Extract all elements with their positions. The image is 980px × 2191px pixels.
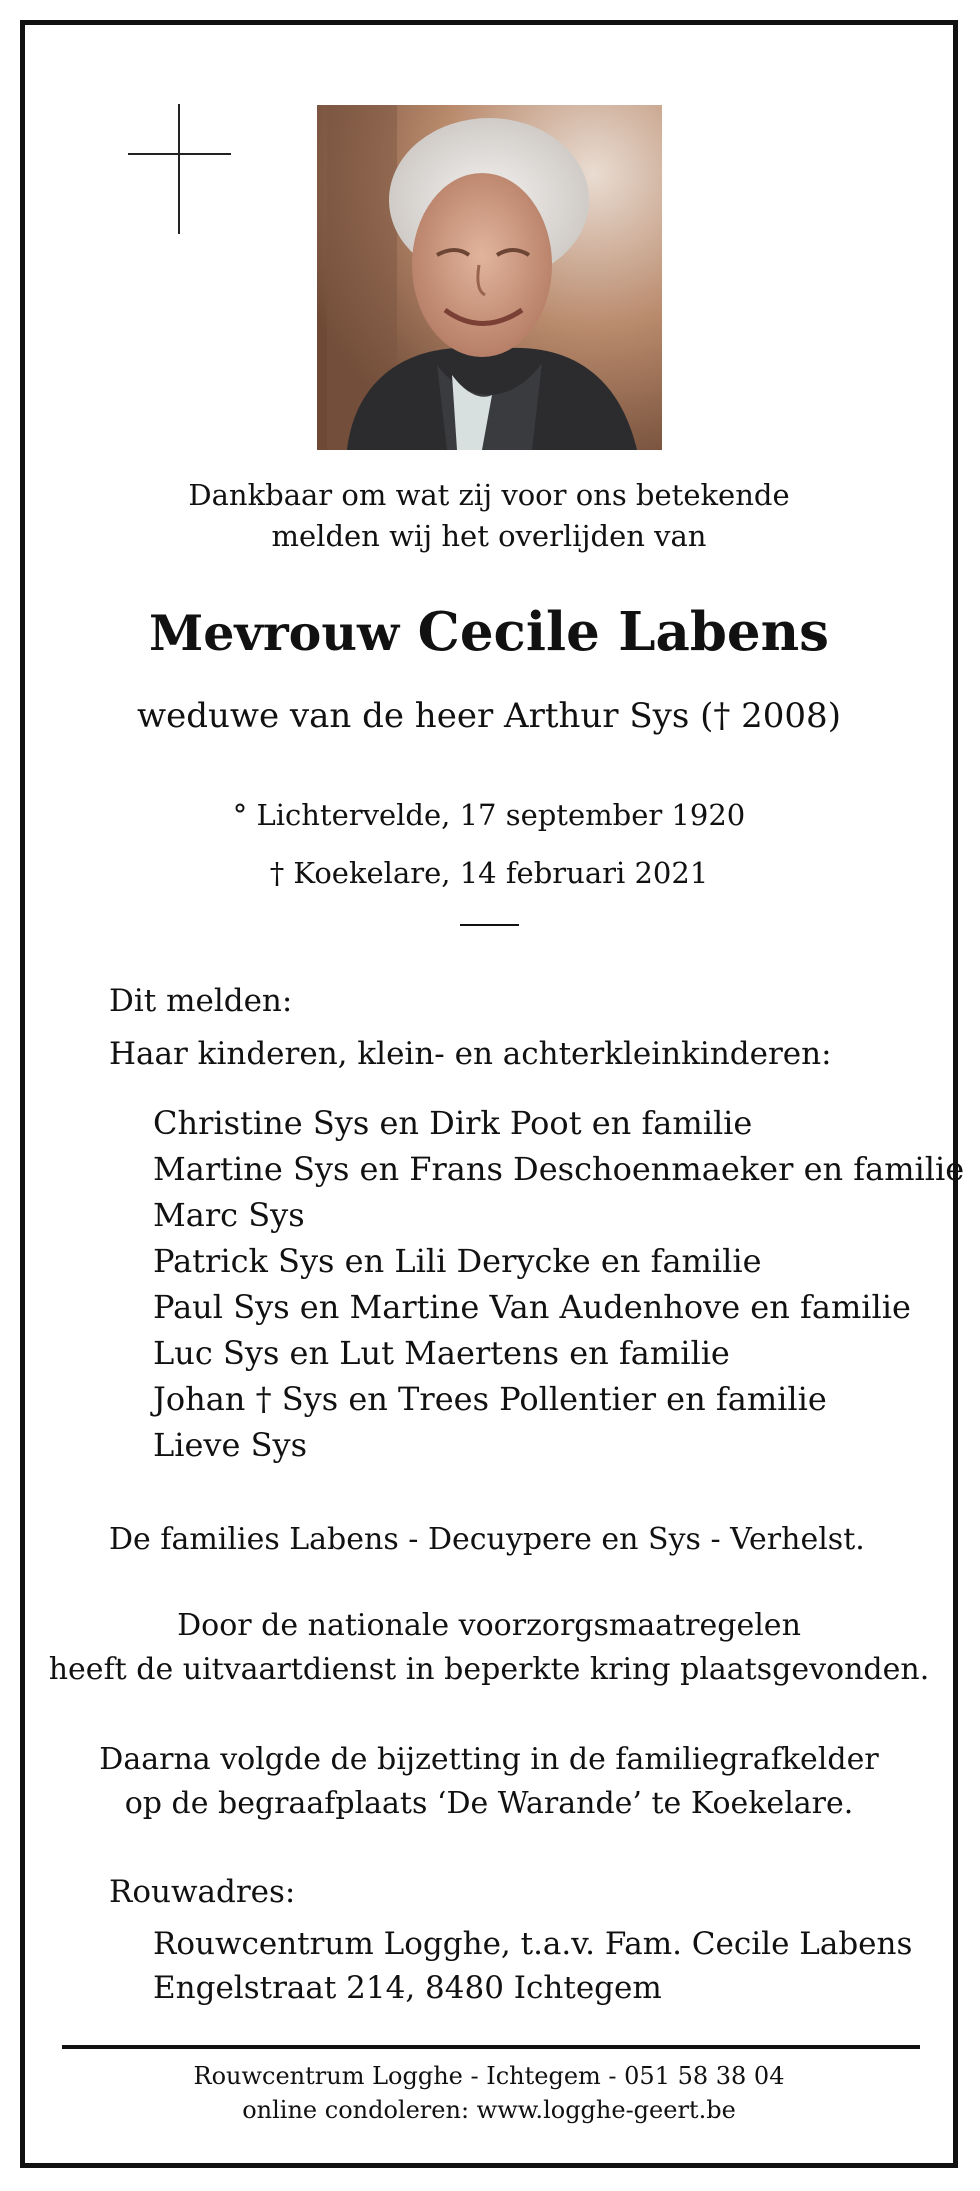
burial-line-1: Daarna volgde de bijzetting in de familiegrafkelder — [99, 1742, 879, 1777]
service-line-1: Door de nationale voorzorgsmaatregelen — [177, 1608, 801, 1643]
list-item: Christine Sys en Dirk Poot en familie — [153, 1104, 753, 1142]
widow-line: weduwe van de heer Arthur Sys († 2008) — [137, 696, 841, 736]
intro-text — [25, 475, 953, 557]
birth-line: ° Lichtervelde, 17 september 1920 — [232, 798, 746, 832]
service-line-2: heeft de uitvaartdienst in beperkte kring plaatsgevonden. — [48, 1652, 930, 1687]
address-line-1: Rouwcentrum Logghe, t.a.v. Fam. Cecile Labens — [153, 1926, 913, 1962]
announcers-label: Dit melden: — [109, 983, 293, 1019]
address-line-2: Engelstraat 214, 8480 Ichtegem — [153, 1970, 662, 2006]
list-item: Martine Sys en Frans Deschoenmaeker en familie — [153, 1150, 965, 1188]
burial-notice — [25, 1738, 953, 1826]
address-block — [153, 1922, 912, 2010]
footer-contact: Rouwcentrum Logghe - Ichtegem - 051 58 38 04 — [193, 2062, 785, 2090]
burial-line-2: op de begraafplaats ‘De Warande’ te Koekelare. — [124, 1786, 854, 1821]
intro-line-2: melden wij het overlijden van — [271, 519, 707, 553]
divider — [460, 924, 519, 926]
death-line: † Koekelare, 14 februari 2021 — [269, 856, 709, 890]
portrait-photo — [317, 105, 662, 450]
footer-rule — [62, 2045, 920, 2049]
service-notice — [25, 1604, 953, 1692]
intro-line-1: Dankbaar om wat zij voor ons betekende — [188, 478, 790, 512]
list-item: Johan † Sys en Trees Pollentier en familie — [153, 1380, 827, 1418]
deceased-fullname: Cecile Labens — [417, 601, 830, 663]
families-line: De families Labens - Decuypere en Sys - Verhelst. — [109, 1522, 865, 1557]
list-item: Lieve Sys — [153, 1426, 308, 1464]
list-item: Patrick Sys en Lili Derycke en familie — [153, 1242, 762, 1280]
list-item: Marc Sys — [153, 1196, 305, 1234]
list-item: Luc Sys en Lut Maertens en familie — [153, 1334, 730, 1372]
deceased-title: Mevrouw — [148, 604, 400, 662]
deceased-name — [25, 602, 953, 663]
address-label: Rouwadres: — [109, 1874, 296, 1910]
life-dates — [25, 786, 953, 902]
list-item: Paul Sys en Martine Van Audenhove en familie — [153, 1288, 911, 1326]
announcers-group: Haar kinderen, klein- en achterkleinkinderen: — [109, 1036, 832, 1072]
announcer-names — [153, 1100, 964, 1468]
footer-condolence: online condoleren: www.logghe-geert.be — [242, 2096, 736, 2124]
footer — [25, 2059, 953, 2127]
